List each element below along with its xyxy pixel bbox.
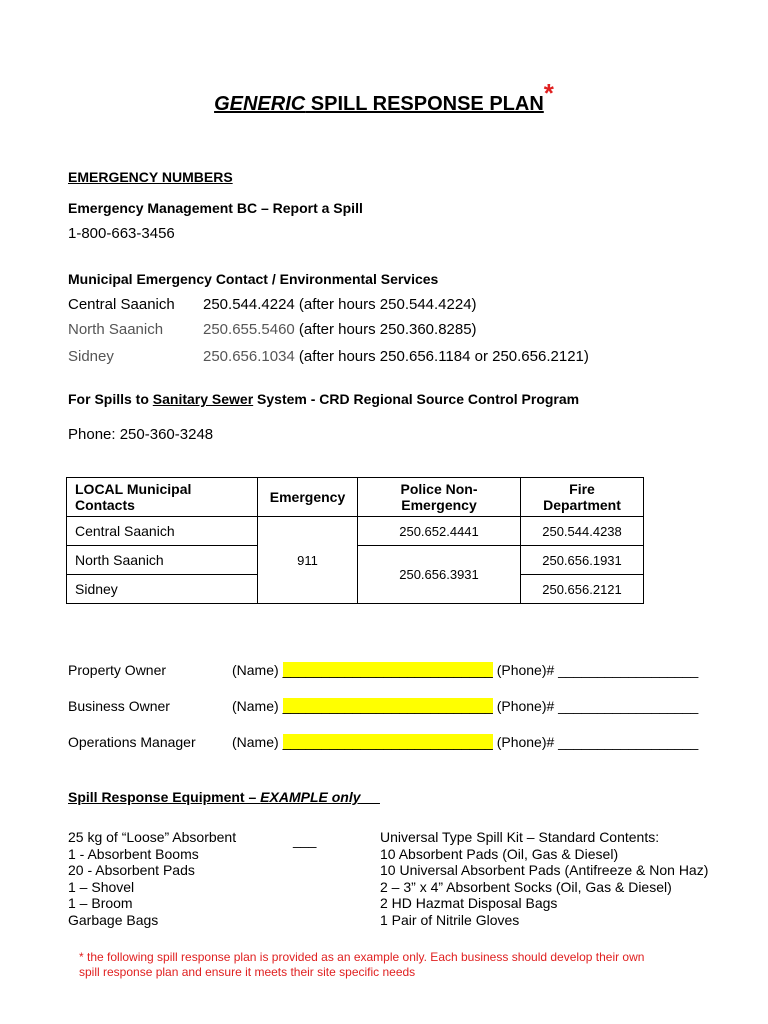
list-item: 1 - Absorbent Booms: [68, 845, 199, 862]
table-cell-fire: 250.656.2121: [521, 575, 644, 604]
sewer-pre: For Spills to: [68, 391, 153, 407]
phone-field-business[interactable]: __________________: [558, 698, 699, 714]
list-item: 20 - Absorbent Pads: [68, 862, 195, 878]
table-cell-emergency: 911: [258, 517, 358, 604]
equipment-heading: [68, 789, 380, 805]
municipal-phone-sidney-after: (after hours 250.656.1184 or 250.656.2121): [294, 348, 589, 365]
table-cell-name: Sidney: [67, 575, 258, 604]
municipal-name-sidney: Sidney: [68, 348, 114, 365]
table-header-contacts: LOCAL Municipal Contacts: [67, 478, 258, 517]
list-item: Universal Type Spill Kit – Standard Contents:: [380, 829, 660, 845]
name-label: (Name): [232, 698, 279, 714]
table-cell-police: 250.656.3931: [358, 546, 521, 604]
list-item: 2 – 3” x 4” Absorbent Socks (Oil, Gas & Diesel): [380, 878, 672, 895]
table-row: [67, 517, 644, 546]
owner-label-business: Business Owner: [68, 698, 170, 714]
owner-label-property: Property Owner: [68, 662, 167, 678]
title-rest: SPILL RESPONSE PLAN: [305, 93, 544, 115]
municipal-name-central: Central Saanich: [68, 296, 175, 313]
list-item: 10 Absorbent Pads (Oil, Gas & Diesel): [380, 845, 619, 862]
equipment-list-right: [380, 829, 708, 928]
municipal-phone-north-after: (after hours 250.360.8285): [294, 321, 477, 338]
table-cell-fire: 250.544.4238: [521, 517, 644, 546]
table-cell-fire: 250.656.1931: [521, 546, 644, 575]
owner-line-property: [232, 662, 698, 678]
list-item: 2 HD Hazmat Disposal Bags: [380, 895, 558, 911]
municipal-phone-north: [203, 321, 477, 338]
phone-label: (Phone)#: [496, 662, 555, 678]
table-cell-name: Central Saanich: [67, 517, 258, 546]
owner-line-operations: [232, 734, 698, 750]
list-item: 10 Universal Absorbent Pads (Antifreeze & Non Haz): [380, 862, 709, 878]
equipment-heading-tail: [361, 789, 380, 805]
equipment-heading-main: Spill Response Equipment –: [68, 789, 261, 805]
municipal-phone-central: 250.544.4224 (after hours 250.544.4224): [203, 296, 477, 313]
sewer-post: System - CRD Regional Source Control Program: [253, 391, 580, 407]
table-header-fire: Fire Department: [521, 478, 644, 517]
sewer-heading: [68, 391, 579, 407]
equipment-middle-blank: ___: [293, 832, 317, 848]
sewer-phone: Phone: 250-360-3248: [68, 426, 214, 443]
municipal-name-north: North Saanich: [68, 321, 164, 338]
title-generic: GENERIC: [214, 93, 306, 115]
embc-phone: 1-800-663-3456: [68, 225, 175, 242]
emergency-heading: EMERGENCY NUMBERS: [68, 169, 233, 185]
list-item: 1 Pair of Nitrile Gloves: [380, 911, 520, 928]
footnote-line-2: spill response plan and ensure it meets their site specific needs: [79, 965, 416, 979]
name-label: (Name): [232, 662, 279, 678]
page-title: [0, 78, 768, 116]
name-label: (Name): [232, 734, 279, 750]
municipal-phone-north-main: 250.655.5460: [203, 321, 295, 338]
owner-label-operations: Operations Manager: [68, 734, 196, 750]
municipal-phone-sidney: [203, 348, 589, 365]
table-header-emergency: Emergency: [258, 478, 358, 517]
phone-label: (Phone)#: [496, 734, 555, 750]
list-item: Garbage Bags: [68, 911, 159, 928]
phone-field-property[interactable]: __________________: [558, 662, 699, 678]
embc-label: Emergency Management BC – Report a Spill: [68, 200, 363, 216]
municipal-heading: Municipal Emergency Contact / Environmental Services: [68, 271, 439, 287]
municipal-phone-sidney-main: 250.656.1034: [203, 348, 295, 365]
owner-line-business: [232, 698, 698, 714]
equipment-list-left: [68, 829, 236, 928]
name-field-property[interactable]: ___________________________: [282, 662, 493, 678]
footnote-line-1: * the following spill response plan is provided as an example only. Each business should develop their own: [79, 950, 645, 964]
table-header-row: [67, 478, 644, 517]
name-field-operations[interactable]: ___________________________: [282, 734, 493, 750]
table-header-police: Police Non-Emergency: [358, 478, 521, 517]
local-contacts-table: [66, 477, 644, 604]
name-field-business[interactable]: ___________________________: [282, 698, 493, 714]
equipment-heading-italic: EXAMPLE only: [260, 789, 361, 805]
phone-label: (Phone)#: [496, 698, 555, 714]
sewer-link: Sanitary Sewer: [152, 391, 254, 407]
list-item: 1 – Broom: [68, 895, 133, 911]
table-cell-name: North Saanich: [67, 546, 258, 575]
phone-field-operations[interactable]: __________________: [558, 734, 699, 750]
title-asterisk: *: [543, 78, 554, 108]
list-item: 25 kg of “Loose” Absorbent: [68, 829, 237, 845]
list-item: 1 – Shovel: [68, 878, 135, 895]
table-cell-police: 250.652.4441: [358, 517, 521, 546]
